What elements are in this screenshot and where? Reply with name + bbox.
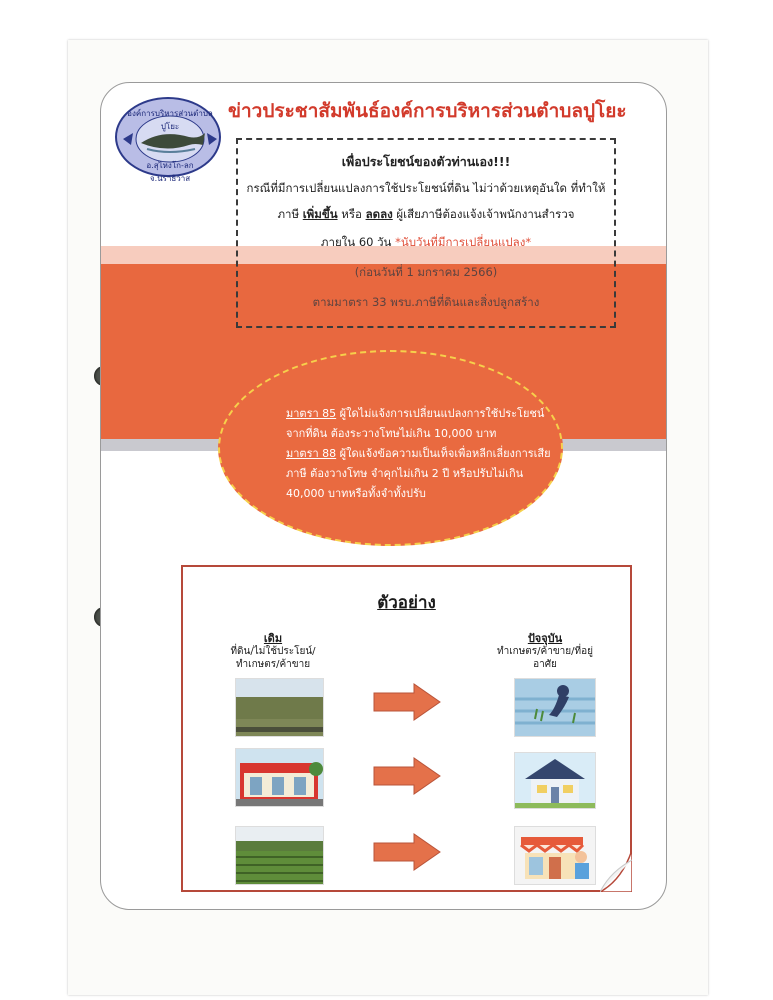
- after-column-head: [490, 632, 600, 671]
- penalty-oval: [218, 350, 563, 546]
- notice-increase: เพิ่มขึ้น: [302, 207, 338, 221]
- notice-box: [236, 138, 616, 328]
- notice-line-2-mid: หรือ: [337, 207, 366, 221]
- arrow-right-icon: [372, 683, 442, 721]
- logo-text-top: องค์การบริหารส่วนตำบลปูโยะ: [127, 109, 213, 131]
- shop-building-image: [235, 748, 324, 807]
- penalty-88-line-2: ภาษี ต้องวางโทษ จำคุกไม่เกิน 2 ปี หรือปรับไม่เกิน: [286, 467, 524, 480]
- vacant-land-image: [235, 678, 324, 737]
- notice-line-2: [238, 206, 614, 224]
- section-88-text: ผู้ใดแจ้งข้อความเป็นเท็จเพื่อหลีกเลี่ยงการเสีย: [336, 447, 551, 460]
- before-sub-2: ทำเกษตร/ค้าขาย: [235, 659, 311, 670]
- notice-decrease: ลดลง: [365, 207, 393, 221]
- after-sub-2: อาศัย: [533, 659, 557, 670]
- house-image: [514, 752, 596, 809]
- sao-logo: [115, 97, 221, 183]
- page-curl-decoration: [600, 850, 632, 892]
- after-heading: ปัจจุบัน: [527, 632, 563, 645]
- penalty-88-line-1: [286, 444, 551, 462]
- notice-line-2-post: ผู้เสียภาษีต้องแจ้งเจ้าพนักงานสำรวจ: [392, 207, 575, 221]
- notice-line-3-pre: ภายใน 60 วัน: [320, 235, 396, 249]
- rice-farmer-image: [514, 678, 596, 737]
- arrow-right-icon: [372, 757, 442, 795]
- before-heading: เดิม: [263, 632, 283, 645]
- notice-line-2-pre: ภาษี: [277, 207, 303, 221]
- penalty-88-line-3: 40,000 บาทหรือทั้งจำทั้งปรับ: [286, 487, 426, 500]
- after-sub-1: ทำเกษตร/ค้าขาย/ที่อยู่: [497, 646, 593, 657]
- section-85-label: มาตรา 85: [286, 407, 337, 420]
- penalty-85-line-1: [286, 404, 544, 422]
- example-title: ตัวอย่าง: [377, 593, 436, 613]
- notice-line-5: ตามมาตรา 33 พรบ.ภาษีที่ดินและสิ่งปลูกสร้าง: [312, 295, 540, 309]
- notice-line-3-red: *นับวันที่มีการเปลี่ยนแปลง*: [395, 235, 532, 249]
- notice-line-3: [238, 234, 614, 252]
- notice-line-4: (ก่อนวันที่ 1 มกราคม 2566): [354, 265, 498, 279]
- penalty-85-line-2: จากที่ดิน ต้องระวางโทษไม่เกิน 10,000 บาท: [286, 427, 497, 440]
- page-title: ข่าวประชาสัมพันธ์องค์การบริหารส่วนตำบลปูโยะ: [228, 100, 627, 122]
- before-sub-1: ที่ดิน/ไม่ใช้ประโยน์/: [230, 646, 316, 657]
- store-image: [514, 826, 596, 885]
- section-88-label: มาตรา 88: [286, 447, 337, 460]
- notice-heading: เพื่อประโยชน์ของตัวท่านเอง!!!: [341, 154, 511, 169]
- logo-text-bottom: อ.สุไหงโก-ลก จ.นราธิวาส: [146, 161, 194, 183]
- section-85-text: ผู้ใดไม่แจ้งการเปลี่ยนแปลงการใช้ประโยชน์: [336, 407, 545, 420]
- notice-line-1: กรณีที่มีการเปลี่ยนแปลงการใช้ประโยชน์ที่ดิน ไม่ว่าด้วยเหตุอันใด ที่ทำให้: [246, 181, 606, 195]
- arrow-right-icon: [372, 833, 442, 871]
- farm-field-image: [235, 826, 324, 885]
- before-column-head: [218, 632, 328, 671]
